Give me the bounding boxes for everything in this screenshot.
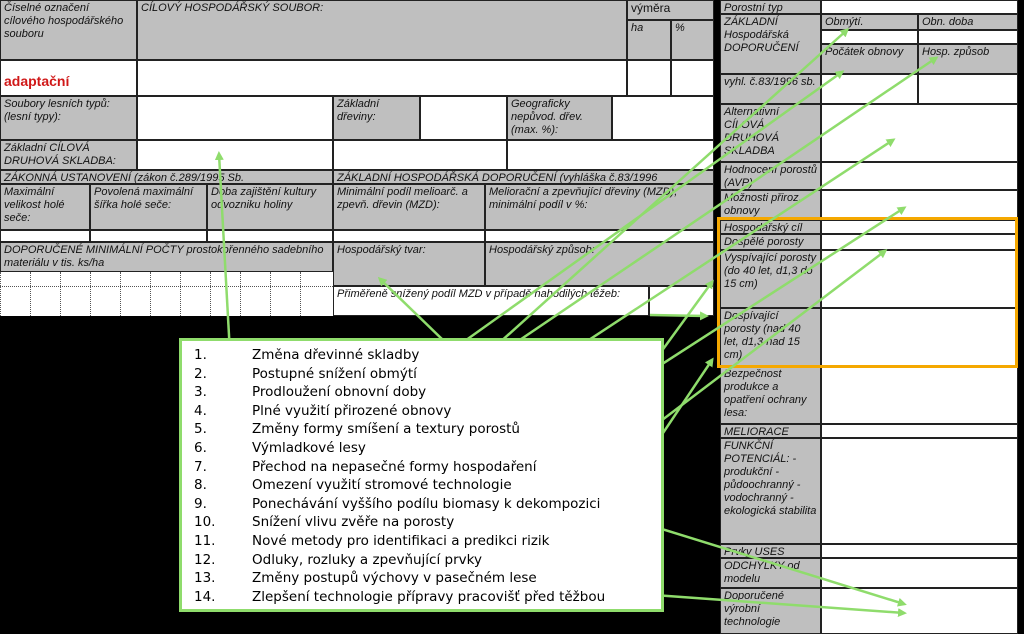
arrow-2 (468, 30, 847, 371)
max-clear-label: Maximální velikost holé seče: (0, 184, 90, 230)
mature-label: Dospělé porosty (720, 234, 821, 250)
safety-label: Bezpečnost produkce a opatření ochrany lesa: (720, 366, 821, 424)
list-item (194, 420, 520, 438)
geo-trees-label: Geograficky nepůvod. dřev. (max. %): (507, 96, 612, 140)
list-item (194, 513, 454, 531)
technology-label: Doporučené výrobní technologie (720, 588, 821, 634)
list-item (194, 439, 366, 457)
decree-label: vyhl. č.83/1996 sb. (720, 74, 821, 104)
list-item (194, 365, 417, 383)
basic-recommend-label: ZÁKLADNÍ Hospodářská DOPORUČENÍ (720, 14, 821, 74)
target-composition-label: Základní CÍLOVÁ DRUHOVÁ SKLADBA: (0, 140, 137, 170)
function-potential-label: FUNKČNÍ POTENCIÁL: -produkční -půdoochranný -vodochranný -ekologická stabilita (720, 438, 821, 544)
rotation-label: Obmýtí. (821, 14, 918, 30)
deviation-label: ODCHYLKY od modelu (720, 558, 821, 588)
list-item-text: Omezení využití stromové technologie (252, 477, 512, 494)
list-item (194, 495, 600, 513)
goal-label: Hospodářský cíl (720, 220, 821, 234)
list-item-number: 14. (194, 588, 216, 605)
basic-trees-label: Základní dřeviny: (333, 96, 420, 140)
form-label: Hospodářský tvar: (333, 242, 485, 286)
measures-list (179, 338, 664, 612)
adaptive-label: adaptační (0, 60, 137, 96)
list-item-text: Zlepšení technologie přípravy pracovišť před těžbou (252, 588, 606, 605)
list-item-text: Změny postupů výchovy v pasečném lese (252, 570, 537, 587)
code-label: Číselné označení cílového hospodářského souboru (0, 0, 137, 60)
arrow-13 (654, 595, 904, 613)
melioration-label: MELIORACE (720, 424, 821, 438)
list-item-text: Odluky, rozluky a zpevňující prvky (252, 551, 482, 568)
list-item (194, 346, 419, 364)
list-item (194, 458, 536, 476)
recommend-header: ZÁKLADNÍ HOSPODÁŘSKÁ DOPORUČENÍ (vyhláška č.83/1996 (333, 170, 714, 184)
list-item-text: Postupné snížení obmýtí (252, 365, 417, 382)
legal-header: ZÁKONNÁ USTANOVENÍ (zákon č.289/1995 Sb. (0, 170, 333, 184)
list-item-text: Prodloužení obnovní doby (252, 384, 427, 401)
forest-types-label: Soubory lesních typů: (lesní typy): (0, 96, 137, 140)
min-counts-label: DOPORUČENÉ MINIMÁLNÍ POČTY prostokořenného sadebního materiálu v tis. ks/ha (0, 242, 333, 272)
list-item-number: 10. (194, 514, 216, 531)
list-item (194, 569, 537, 587)
uses-label: Prvky USES (720, 544, 821, 558)
list-item-number: 3. (194, 384, 207, 401)
hosp-method-label: Hosp. způsob (918, 44, 1018, 74)
stand-type-label: Porostní typ (720, 0, 821, 14)
period-label: Doba zajištění kultury odvozniku holiny (207, 184, 333, 230)
list-item (194, 532, 549, 550)
growing-label: Vyspívající porosty (do 40 let, d1,3 do 15 cm) (720, 250, 821, 308)
list-item-text: Změny formy smíšení a textury porostů (252, 421, 520, 438)
list-item-text: Nové metody pro identifikaci a predikci rizik (252, 533, 550, 549)
list-item-number: 4. (194, 402, 207, 419)
eval-label: Hodnocení porostů (AVP) (720, 162, 821, 190)
list-item-number: 5. (194, 421, 207, 438)
maturing-label: Dospívající porosty (nad 40 let, d1,3 nad 15 cm) (720, 308, 821, 366)
pct-label: % (671, 20, 714, 60)
list-item-number: 2. (194, 365, 207, 382)
reduced-label: Přiměřeně snížený podíl MZD v případě nahodilých těžeb: (333, 286, 649, 316)
regen-period-label: Obn. doba (918, 14, 1018, 30)
alt-composition-label: Alternativní CÍLOVÁ DRUHOVÁ SKLADBA (720, 104, 821, 162)
list-item-number: 7. (194, 458, 207, 475)
regen-start-label: Počátek obnovy (821, 44, 918, 74)
min-share-label: Minimální podíl melioarč. a zpevň. dřevin (MZD): (333, 184, 485, 230)
list-item (194, 402, 451, 420)
list-item-text: Plné využití přirozené obnovy (252, 402, 452, 419)
allowed-width-label: Povolená maximální šířka holé seče: (90, 184, 207, 230)
list-item-number: 11. (194, 533, 216, 549)
list-item-number: 9. (194, 495, 207, 512)
list-item (194, 383, 426, 401)
list-item-text: Ponechávání vyššího podílu biomasy k dekompozici (252, 495, 601, 512)
list-item (194, 588, 605, 606)
area-label: výměra (627, 0, 714, 20)
method-label: Hospodářský způsob: (485, 242, 714, 286)
ha-label: ha (627, 20, 671, 60)
list-item-number: 1. (194, 347, 207, 363)
list-item-number: 6. (194, 440, 207, 456)
list-item-text: Snížení vlivu zvěře na porosty (252, 514, 455, 531)
list-item-number: 12. (194, 551, 216, 568)
list-item-text: Výmladkové lesy (252, 440, 366, 456)
list-item-text: Změna dřevinné skladby (252, 347, 420, 363)
list-item-number: 8. (194, 477, 207, 494)
list-item (194, 476, 512, 494)
natural-regen-label: Možnosti přiroz. obnovy (720, 190, 821, 220)
list-item (194, 551, 482, 569)
mzd-label: Meliorační a zpevňující dřeviny (MZD), minimální podíl v %: (485, 184, 714, 230)
arrow-11 (650, 315, 706, 316)
target-set-title: CÍLOVÝ HOSPODÁŘSKÝ SOUBOR: (137, 0, 627, 60)
list-item-text: Přechod na nepasečné formy hospodaření (252, 458, 537, 475)
list-item-number: 13. (194, 570, 216, 587)
